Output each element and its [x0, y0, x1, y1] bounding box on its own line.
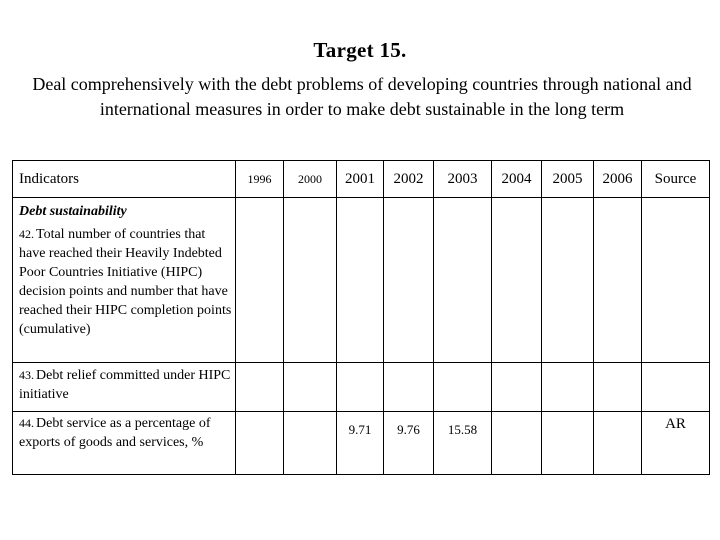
indicator-42 [19, 225, 235, 339]
value-cell [594, 412, 642, 475]
table-row [13, 198, 710, 363]
value-cell [594, 198, 642, 363]
indicators-table [12, 160, 710, 475]
header-indicators: Indicators [13, 161, 236, 198]
table-row [13, 363, 710, 412]
header-year: 2003 [434, 161, 492, 198]
indicator-cell [13, 198, 236, 363]
section-heading: Debt sustainability [19, 204, 127, 219]
value-cell [594, 363, 642, 412]
source-cell [642, 363, 710, 412]
page-title: Target 15. [313, 38, 407, 62]
value-cell [236, 412, 284, 475]
value-cell [492, 198, 542, 363]
indicator-text: Debt relief committed under HIPC initiative [19, 368, 231, 402]
header-year: 2001 [337, 161, 384, 198]
header-year: 1996 [236, 161, 284, 198]
value-cell: 15.58 [434, 412, 492, 475]
header-year: 2004 [492, 161, 542, 198]
value-cell: 9.71 [337, 412, 384, 475]
value-cell [284, 198, 337, 363]
value-cell [492, 363, 542, 412]
source-cell [642, 198, 710, 363]
header-year: 2005 [542, 161, 594, 198]
header-year: 2002 [384, 161, 434, 198]
header-source: Source [642, 161, 710, 198]
value-cell [434, 363, 492, 412]
value-cell [337, 198, 384, 363]
indicator-number: 43. [19, 368, 34, 382]
table-header-row [13, 161, 710, 198]
value-cell [542, 198, 594, 363]
header-year: 2000 [284, 161, 337, 198]
source-cell: AR [642, 412, 710, 475]
value-cell [434, 198, 492, 363]
target-description: Deal comprehensively with the debt problems of developing countries through national and international measures in order to make debt sustainable in the long term [32, 74, 692, 119]
value-cell [384, 363, 434, 412]
indicator-cell [13, 412, 236, 475]
value-cell [384, 198, 434, 363]
value-cell [284, 412, 337, 475]
header-year: 2006 [594, 161, 642, 198]
value-cell [284, 363, 337, 412]
value-cell [337, 363, 384, 412]
value-cell [542, 412, 594, 475]
value-cell [492, 412, 542, 475]
indicator-text: Total number of countries that have reached their Heavily Indebted Poor Countries Initiative (HIPC) decision points and number that have reached their HIPC completion points (cumulative) [19, 227, 232, 337]
indicator-text: Debt service as a percentage of exports of goods and services, % [19, 416, 211, 450]
table-row [13, 412, 710, 475]
indicator-number: 42. [19, 227, 34, 241]
value-cell [236, 363, 284, 412]
value-cell [236, 198, 284, 363]
value-cell: 9.76 [384, 412, 434, 475]
value-cell [542, 363, 594, 412]
indicator-cell [13, 363, 236, 412]
indicator-number: 44. [19, 416, 34, 430]
